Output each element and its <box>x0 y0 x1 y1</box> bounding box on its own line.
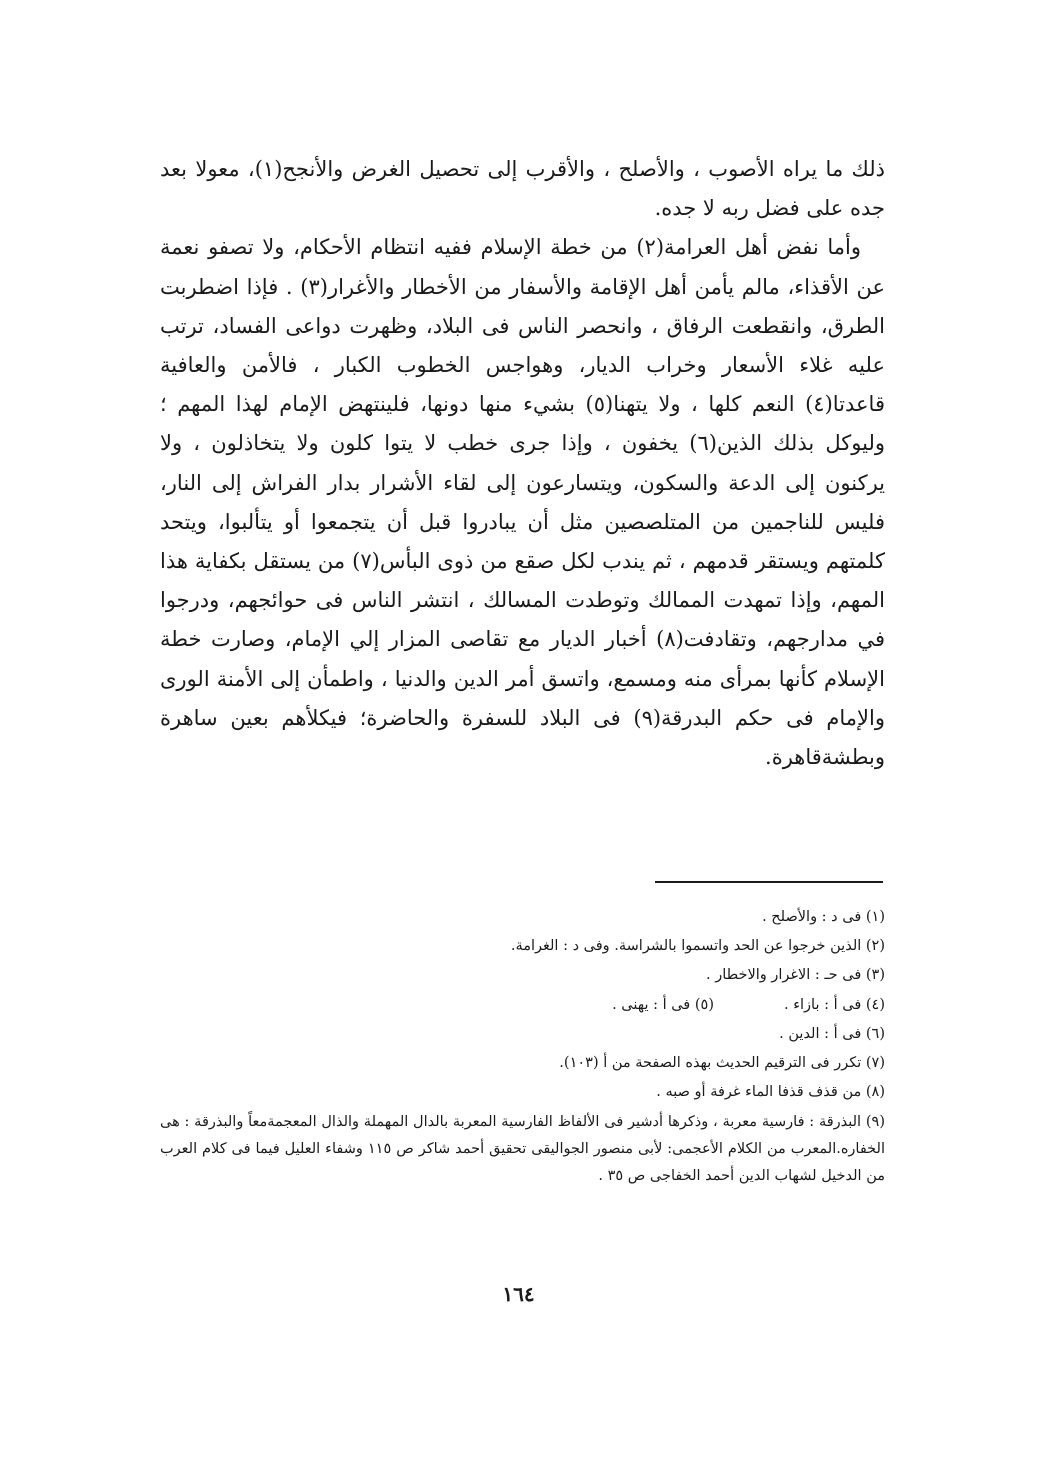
footnote-3: (٣) فى حـ : الاغرار والاخطار . <box>706 967 885 984</box>
footnote-separator <box>655 881 883 883</box>
footnote-8: (٨) من قذف قذفا الماء غرفة أو صبه . <box>656 1084 885 1101</box>
page-number: ١٦٤ <box>502 1282 535 1306</box>
paragraph-2: وأما نفض أهل العرامة(٢) من خطة الإسلام ففيه انتظام الأحكام، ولا تصفو نعمة عن الأقذاء، مالم يأمن أهل الإقامة والأسفار من الأخطار والأغرار(٣) . فإذا اضطربت الطرق، وانقطعت الرفاق ، وانحصر الناس فى البلاد، وظهرت دواعى الفساد، ترتب عليه غلاء الأسعار وخراب الديار، وهواجس الخطوب الكبار ، فالأمن والعافية قاعدتا(٤) النعم كلها ، ولا يتهنا(٥) بشيء منها دونها، فلينتهض الإمام لهذا المهم ؛ وليوكل بذلك الذين(٦) يخفون ، وإذا جرى خطب لا يتوا كلون ولا يتخاذلون ، ولا يركنون إلى الدعة والسكون، ويتسارعون إلى لقاء الأشرار بدار الفراش إلى النار، فليس للناجمين من المتلصصين مثل أن يبادروا قبل أن يتجمعوا أو يتألبوا، ويتحد كلمتهم ويستقر قدمهم ، ثم يندب لكل صقع من ذوى البأس(٧) من يستقل بكفاية هذا المهم، وإذا تمهدت الممالك وتوطدت المسالك ، انتشر الناس فى حوائجهم، ودرجوا في مدارجهم، وتقادفت(٨) أخبار الديار مع تقاصى المزار إلي الإمام، وصارت خطة الإسلام كأنها بمرأى منه ومسمع، واتسق أمر الدين والدنيا ، واطمأن إلى الأمنة الورى والإمام فى حكم البدرقة(٩) فى البلاد للسفرة والحاضرة؛ فيكلأهم بعين ساهرة وبطشةقاهرة. <box>160 235 886 770</box>
footnote-5: (٥) فى أ : يهنى . <box>612 996 714 1013</box>
footnote-row-4-5 <box>160 991 885 1020</box>
main-text <box>160 150 885 777</box>
footnotes <box>160 903 885 1190</box>
footnote-9: (٩) البذرقة : فارسية معربة ، وذكرها أدشير فى الألفاظ الفارسية المعربة بالدال المهملة والذال المعجمةمعاً والبذرقة : هى الخفاره.المعرب من الكلام الأعجمى: لأبى منصور الجواليقى تحقيق أحمد شاكر ص ١١٥ وشفاء العليل فيما فى كلام العرب من الدخيل لشهاب الدين أحمد الخفاجى ص ٣٥ . <box>160 1114 885 1185</box>
footnote-4: (٤) فى أ : بازاء . <box>783 996 885 1013</box>
footnote-6: (٦) فى أ : الدين . <box>779 1025 885 1042</box>
footnote-1: (١) فى د : والأصلح . <box>762 909 885 925</box>
paragraph-1: ذلك ما يراه الأصوب ، والأصلح ، والأقرب إلى تحصيل الغرض والأنجح(١)، معولا بعد جده على فضل ربه لا جده. <box>160 157 885 221</box>
footnote-7: (٧) تكرر فى الترقيم الحديث بهذه الصفحة من أ (١٠٣). <box>559 1055 885 1072</box>
footnote-2: (٢) الذين خرجوا عن الحد واتسموا بالشراسة. وفى د : الغرامة. <box>510 938 885 955</box>
